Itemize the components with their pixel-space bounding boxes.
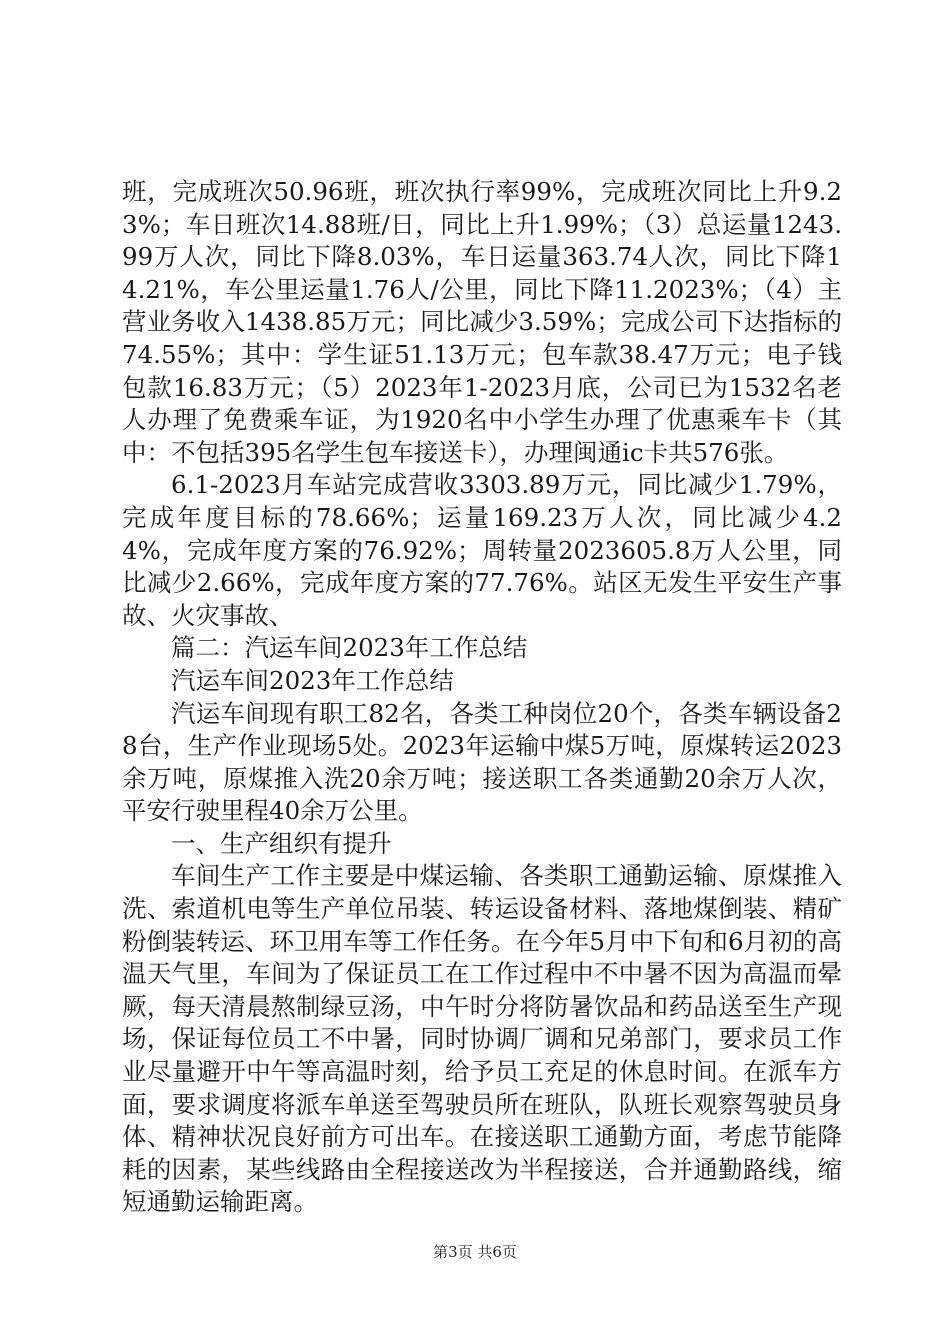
subsection-heading: 一、生产组织有提升 — [171, 828, 392, 858]
section-title: 篇二：汽运车间2023年工作总结 — [171, 633, 528, 663]
document-title: 汽运车间2023年工作总结 — [171, 665, 454, 695]
paragraph-2: 6.1-2023月车站完成营收3303.89万元，同比减少1.79%，完成年度目标的78.66%；运量169.23万人次，同比减少4.24%，完成年度方案的76.92%；周转量2023605.8万人公里，同比减少2.66%，完成年度方案的77.76%。站区无发生平安生产事故、火灾事故、 — [122, 470, 842, 630]
page-number: 第3页 共6页 — [433, 1243, 517, 1261]
paragraph-1: 班，完成班次50.96班，班次执行率99%，完成班次同比上升9.23%；车日班次14.88班/日，同比上升1.99%；（3）总运量1243.99万人次，同比下降8.03%，车日运量363.74人次，同比下降14.21%，车公里运量1.76人/公里，同比下降11.2023%；（4）主营业务收入1438.85万元；同比减少3.59%；完成公司下达指标的74.55%；其中：学生证51.13万元；包车款38.47万元；电子钱包款16.83万元；（5）2023年1-2023月底，公司已为1532名老人办理了免费乘车证，为1920名中小学生办理了优惠乘车卡（其中：不包括395名学生包车接送卡），办理闽通ic卡共576张。 — [122, 177, 842, 467]
paragraph-overview: 汽运车间现有职工82名，各类工种岗位20个，各类车辆设备28台，生产作业现场5处。2023年运输中煤5万吨，原煤转运2023余万吨，原煤推入洗20余万吨；接送职工各类通勤20余万人次，平安行驶里程40余万公里。 — [122, 698, 842, 826]
paragraph-production: 车间生产工作主要是中煤运输、各类职工通勤运输、原煤推入洗、索道机电等生产单位吊装、转运设备材料、落地煤倒装、精矿粉倒装转运、环卫用车等工作任务。在今年5月中下旬和6月初的高温天气里，车间为了保证员工在工作过程中不中暑不因为高温而晕厥，每天清晨熬制绿豆汤，中午时分将防暑饮品和药品送至生产现场，保证每位员工不中暑，同时协调厂调和兄弟部门，要求员工作业尽量避开中午等高温时刻，给予员工充足的休息时间。在派车方面，要求调度将派车单送至驾驶员所在班队，队班长观察驾驶员身体、精神状况良好前方可出车。在接送职工通勤方面，考虑节能降耗的因素，某些线路由全程接送改为半程接送，合并通勤路线，缩短通勤运输距离。 — [122, 861, 842, 1217]
document-body — [122, 176, 842, 1219]
page-footer — [0, 1241, 950, 1262]
